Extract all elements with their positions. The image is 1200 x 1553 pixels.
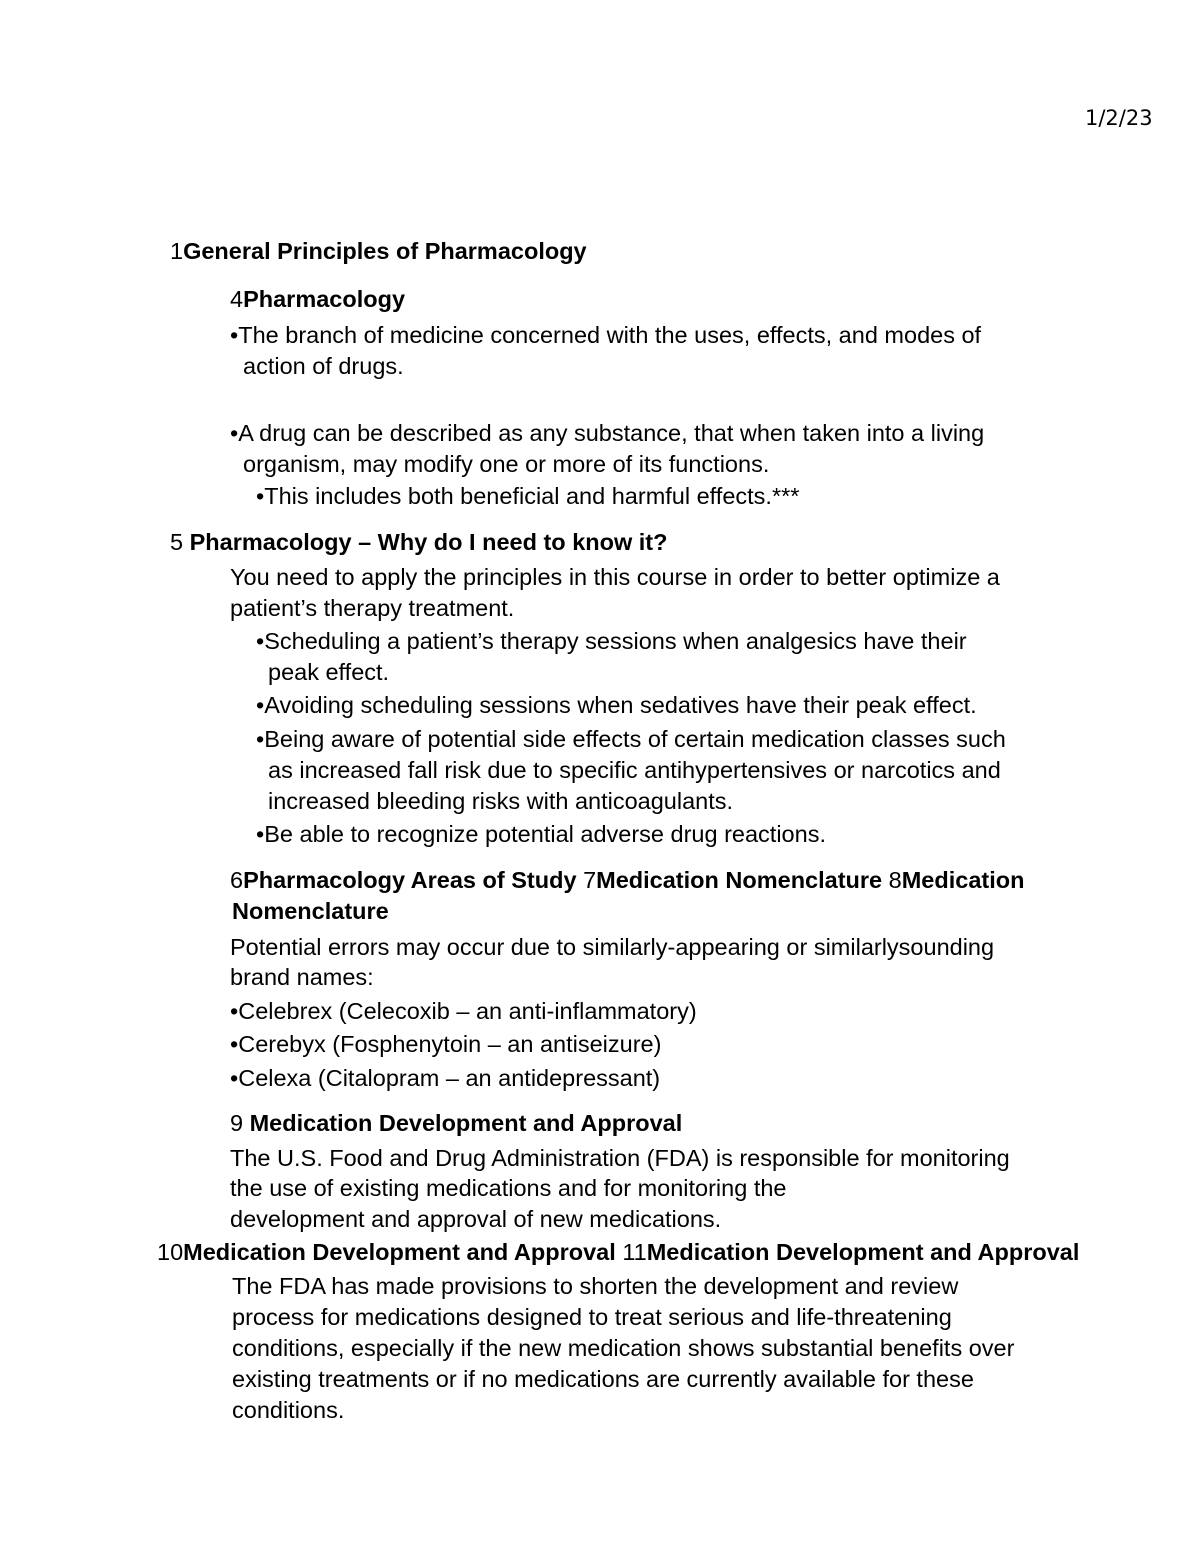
bullet-celebrex: •Celebrex (Celecoxib – an anti-inflammatory) <box>230 998 697 1024</box>
bullet-analgesics-line-1: •Scheduling a patient’s therapy sessions when analgesics have their <box>256 628 967 654</box>
heading-text-continued: Nomenclature <box>232 898 389 924</box>
bullet-side-effects-line-3: increased bleeding risks with anticoagulants. <box>268 788 734 814</box>
paragraph-line-1: You need to apply the principles in this course in order to better optimize a <box>230 564 1000 590</box>
heading-text: General Principles of Pharmacology <box>183 238 587 264</box>
slide-number: 5 <box>170 529 190 555</box>
slide-number: 4 <box>230 286 244 312</box>
section-heading-development-approval-10-11 <box>157 1237 1079 1268</box>
heading-text: Pharmacology <box>243 286 406 312</box>
slide-number: 8 <box>888 867 902 893</box>
paragraph-line-2: the use of existing medications and for monitoring the <box>230 1175 787 1201</box>
bullet-side-effects-line-1: •Being aware of potential side effects of certain medication classes such <box>256 726 1006 752</box>
slide-number: 9 <box>230 1110 250 1136</box>
bullet-sedatives: •Avoiding scheduling sessions when sedatives have their peak effect. <box>256 692 977 718</box>
paragraph-line-2: patient’s therapy treatment. <box>230 595 515 621</box>
slide-number: 6 <box>230 867 244 893</box>
section-heading-pharmacology <box>230 284 405 315</box>
heading-text: Medication <box>901 867 1025 893</box>
heading-text: Medication Development and Approval <box>646 1239 1080 1265</box>
bullet-celexa: •Celexa (Citalopram – an antidepressant) <box>230 1065 661 1091</box>
section-heading-why-know <box>170 527 668 558</box>
paragraph-line-1: Potential errors may occur due to similarly-appearing or similarlysounding <box>230 934 995 960</box>
heading-text: Medication Development and Approval <box>249 1110 683 1136</box>
slide-number: 7 <box>583 867 597 893</box>
bullet-side-effects-line-2: as increased fall risk due to specific antihypertensives or narcotics and <box>268 757 1001 783</box>
bullet-drug-line-2: organism, may modify one or more of its functions. <box>243 451 770 477</box>
paragraph-line-3: development and approval of new medications. <box>230 1206 722 1232</box>
heading-text: Pharmacology Areas of Study <box>243 867 584 893</box>
paragraph-line-5: conditions. <box>232 1397 345 1423</box>
bullet-analgesics-line-2: peak effect. <box>268 659 390 685</box>
bullet-adverse-reactions: •Be able to recognize potential adverse drug reactions. <box>256 821 826 847</box>
section-heading-general-principles <box>170 236 587 267</box>
paragraph-line-1: The FDA has made provisions to shorten the development and review <box>232 1273 959 1299</box>
paragraph-line-2: brand names: <box>230 964 374 990</box>
heading-text: Medication Nomenclature <box>596 867 889 893</box>
paragraph-line-4: existing treatments or if no medications are currently available for these <box>232 1366 974 1392</box>
bullet-definition-line-2: action of drugs. <box>243 353 404 379</box>
bullet-definition-line-1: •The branch of medicine concerned with the uses, effects, and modes of <box>230 322 982 348</box>
slide-number: 1 <box>170 238 184 264</box>
slide-number: 10 <box>157 1239 184 1265</box>
slide-number: 11 <box>622 1239 647 1265</box>
paragraph-line-3: conditions, especially if the new medication shows substantial benefits over <box>232 1335 1015 1361</box>
paragraph-line-2: process for medications designed to treat serious and life-threatening <box>232 1304 952 1330</box>
heading-text: Pharmacology – Why do I need to know it? <box>189 529 668 555</box>
section-heading-areas-nomenclature <box>230 865 1024 896</box>
paragraph-line-1: The U.S. Food and Drug Administration (FDA) is responsible for monitoring <box>230 1145 1010 1171</box>
bullet-cerebyx: •Cerebyx (Fosphenytoin – an antiseizure) <box>230 1031 662 1057</box>
heading-text: Medication Development and Approval <box>183 1239 623 1265</box>
page-date: 1/2/23 <box>1085 106 1153 130</box>
section-heading-development-approval <box>230 1108 682 1139</box>
bullet-drug-line-1: •A drug can be described as any substance, that when taken into a living <box>230 420 985 446</box>
sub-bullet-effects: •This includes both beneficial and harmful effects.*** <box>256 483 800 509</box>
